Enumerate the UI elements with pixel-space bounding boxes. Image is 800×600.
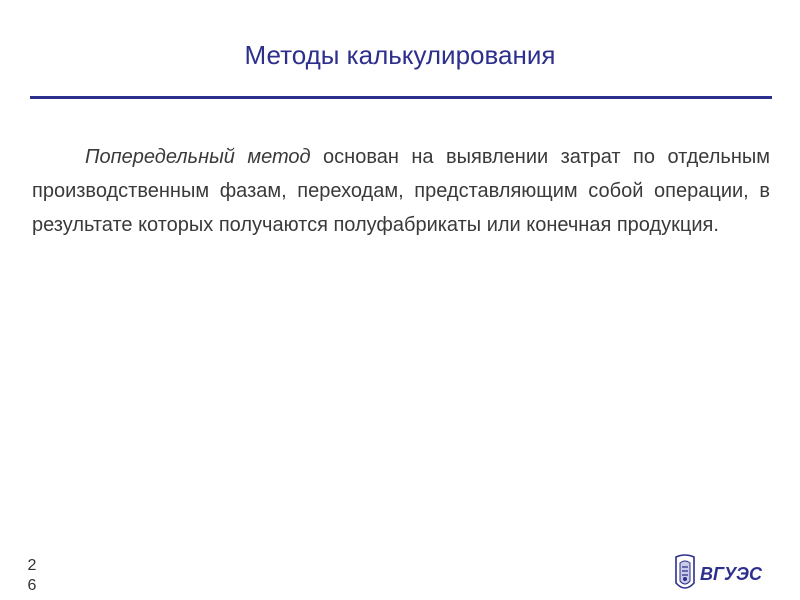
body-text-rest: основан на выявлении затрат по отдельным производственным фазам, переходам, представляющим собой операции, в результате которых получаются полуфабрикаты или конечная продукция. (32, 146, 771, 236)
title-divider (30, 96, 772, 99)
slide-body-text (32, 140, 770, 242)
page-number-digit-1: 2 (27, 557, 37, 574)
university-seal-icon (672, 553, 780, 595)
emphasized-term: Попередельный метод (85, 146, 311, 168)
svg-text:ВГУЭС: ВГУЭС (700, 564, 762, 584)
page-number (25, 556, 39, 596)
page-number-digit-2: 6 (27, 577, 37, 594)
university-logo (672, 553, 780, 595)
slide-title: Методы калькулирования (244, 40, 556, 70)
